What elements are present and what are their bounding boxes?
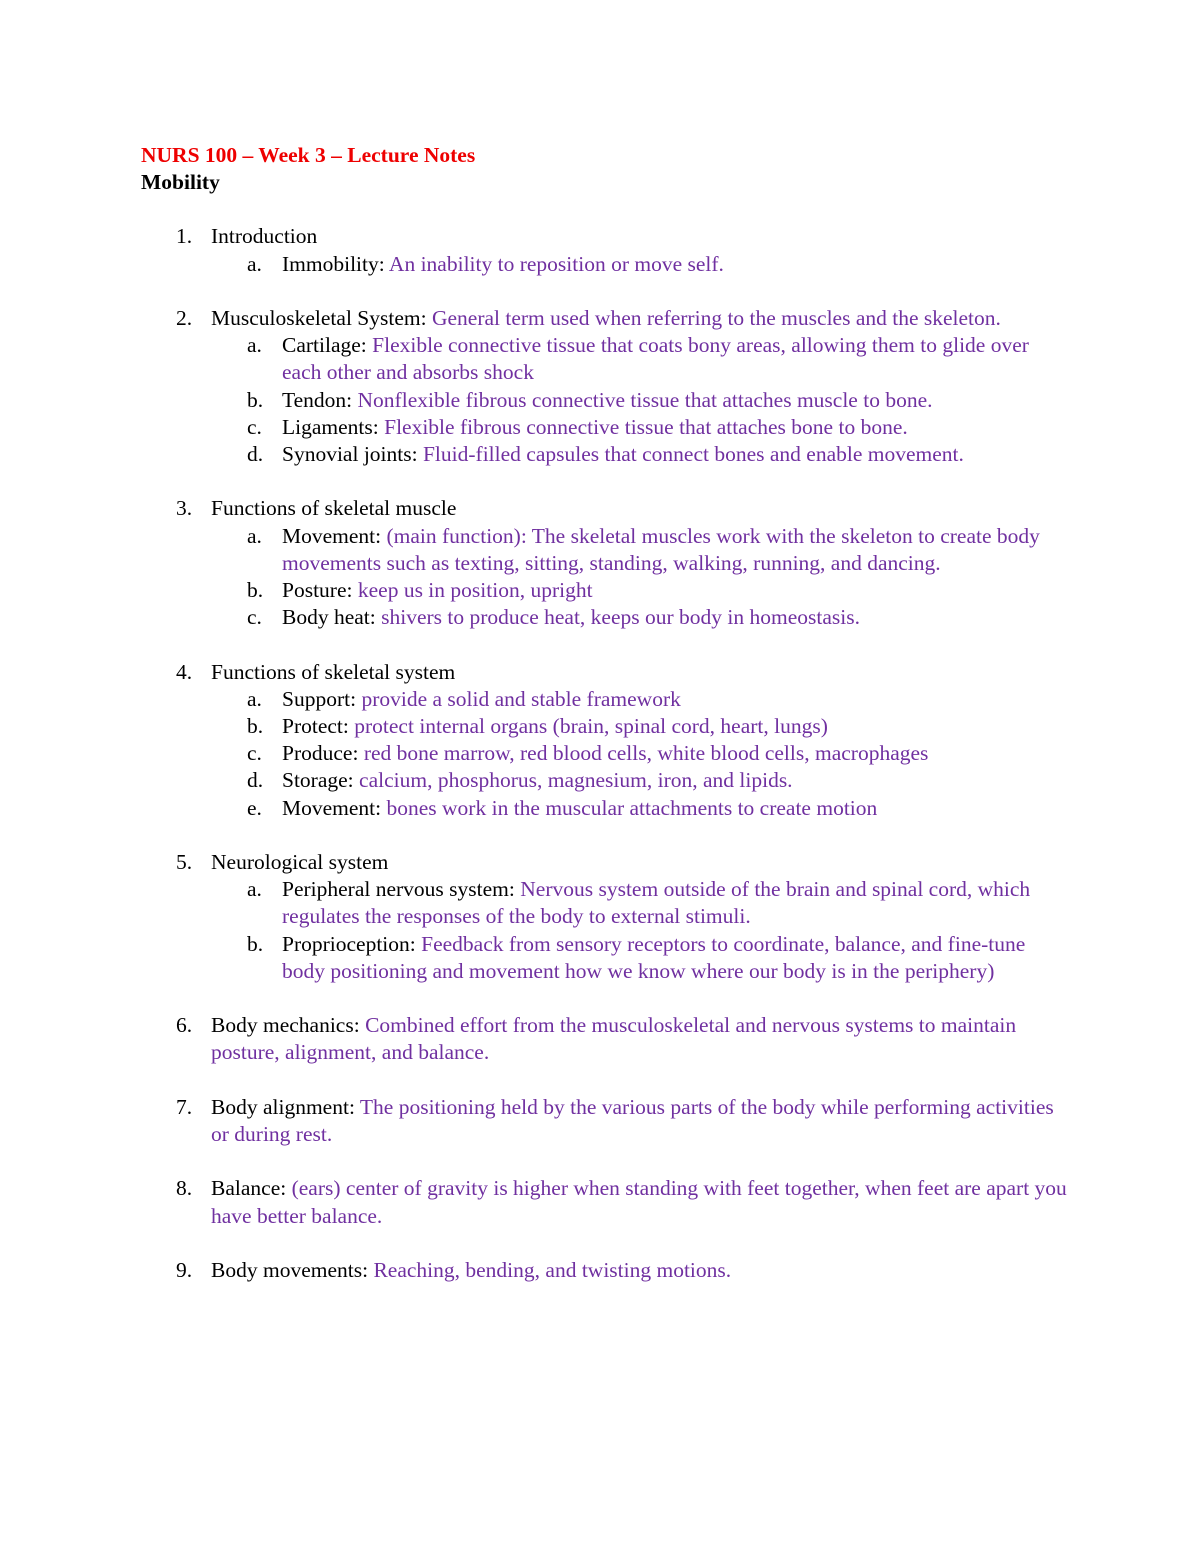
section-term: Functions of skeletal system bbox=[211, 659, 456, 684]
sub-item-definition: Flexible fibrous connective tissue that attaches bone to bone. bbox=[384, 414, 908, 439]
sub-item bbox=[211, 251, 1071, 278]
outline-section bbox=[141, 1257, 1071, 1284]
sub-item bbox=[211, 387, 1071, 414]
sub-item-definition: An inability to reposition or move self. bbox=[388, 251, 724, 276]
section-heading bbox=[211, 1012, 1071, 1066]
sub-item-term: Cartilage: bbox=[282, 333, 373, 358]
outline-section bbox=[141, 223, 1071, 277]
sub-item-letter: b. bbox=[247, 931, 264, 956]
section-term: Functions of skeletal muscle bbox=[211, 496, 457, 521]
sub-item bbox=[211, 740, 1071, 767]
sub-item-letter: d. bbox=[247, 768, 264, 793]
sub-item-letter: a. bbox=[247, 333, 262, 358]
sub-item-letter: e. bbox=[247, 795, 262, 820]
sub-item-list bbox=[211, 523, 1071, 632]
section-term: Body alignment: bbox=[211, 1094, 360, 1119]
section-heading bbox=[211, 305, 1071, 332]
section-number: 5. bbox=[176, 850, 193, 875]
sub-item-term: Immobility: bbox=[282, 251, 389, 276]
sub-item-term: Storage: bbox=[282, 768, 360, 793]
section-number: 7. bbox=[176, 1094, 193, 1119]
sub-item-definition: protect internal organs (brain, spinal cord, heart, lungs) bbox=[354, 714, 828, 739]
sub-item-term: Produce: bbox=[282, 741, 364, 766]
outline-section bbox=[141, 1012, 1071, 1066]
sub-item-letter: a. bbox=[247, 251, 262, 276]
sub-item-term: Protect: bbox=[282, 714, 355, 739]
section-term: Neurological system bbox=[211, 850, 389, 875]
sub-item-term: Support: bbox=[282, 686, 362, 711]
sub-item bbox=[211, 414, 1071, 441]
sub-item bbox=[211, 686, 1071, 713]
document-title: NURS 100 – Week 3 – Lecture Notes bbox=[141, 143, 476, 167]
notes-outline bbox=[141, 223, 1071, 1284]
section-number: 8. bbox=[176, 1176, 193, 1201]
sub-item-definition: provide a solid and stable framework bbox=[361, 686, 681, 711]
sub-item-term: Proprioception: bbox=[282, 931, 422, 956]
sub-item-list bbox=[211, 251, 1071, 278]
sub-item-letter: b. bbox=[247, 387, 264, 412]
outline-section bbox=[141, 1094, 1071, 1148]
sub-item-letter: c. bbox=[247, 605, 262, 630]
sub-item-definition: Nonflexible fibrous connective tissue that attaches muscle to bone. bbox=[357, 387, 933, 412]
sub-item-letter: c. bbox=[247, 414, 262, 439]
section-heading bbox=[211, 1257, 1071, 1284]
section-heading bbox=[211, 1175, 1071, 1229]
sub-item-letter: b. bbox=[247, 578, 264, 603]
section-heading bbox=[211, 849, 1071, 876]
sub-item bbox=[211, 767, 1071, 794]
outline-section bbox=[141, 305, 1071, 468]
section-term: Introduction bbox=[211, 224, 318, 249]
section-definition: Reaching, bending, and twisting motions. bbox=[373, 1258, 732, 1282]
sub-item-term: Movement: bbox=[282, 523, 387, 548]
sub-item-letter: a. bbox=[247, 877, 262, 902]
sub-item-letter: b. bbox=[247, 714, 264, 739]
section-heading bbox=[211, 1094, 1071, 1148]
sub-item bbox=[211, 332, 1071, 386]
section-heading bbox=[211, 223, 1071, 250]
sub-item-term: Synovial joints: bbox=[282, 442, 423, 467]
document-page bbox=[141, 142, 1071, 1311]
sub-item-definition: keep us in position, upright bbox=[357, 578, 593, 603]
sub-item-term: Body heat: bbox=[282, 605, 382, 630]
section-term: Body movements: bbox=[211, 1258, 374, 1282]
sub-item bbox=[211, 876, 1071, 930]
sub-item bbox=[211, 931, 1071, 985]
sub-item-term: Posture: bbox=[282, 578, 358, 603]
document-subtitle: Mobility bbox=[141, 170, 220, 195]
sub-item-term: Tendon: bbox=[282, 387, 358, 412]
sub-item bbox=[211, 577, 1071, 604]
outline-section bbox=[141, 849, 1071, 985]
sub-item-letter: a. bbox=[247, 523, 262, 548]
sub-item-letter: a. bbox=[247, 686, 262, 711]
section-number: 4. bbox=[176, 659, 193, 684]
sub-item-definition: bones work in the muscular attachments to create motion bbox=[386, 795, 878, 820]
section-definition: Combined effort from the musculoskeletal and nervous systems to maintain posture, alignment, and balance. bbox=[211, 1013, 1017, 1065]
sub-item-letter: d. bbox=[247, 442, 264, 467]
section-number: 3. bbox=[176, 496, 193, 521]
section-definition: The positioning held by the various parts of the body while performing activities or during rest. bbox=[211, 1094, 1054, 1147]
sub-item-definition: Flexible connective tissue that coats bony areas, allowing them to glide over each other and absorbs shock bbox=[282, 333, 1029, 385]
sub-item bbox=[211, 523, 1071, 577]
sub-item bbox=[211, 604, 1071, 631]
sub-item-definition: shivers to produce heat, keeps our body in homeostasis. bbox=[381, 605, 861, 630]
sub-item-list bbox=[211, 686, 1071, 822]
section-definition: General term used when referring to the muscles and the skeleton. bbox=[431, 306, 1001, 330]
sub-item bbox=[211, 441, 1071, 468]
sub-item-term: Ligaments: bbox=[282, 414, 385, 439]
section-term: Musculoskeletal System: bbox=[211, 306, 432, 330]
section-definition: (ears) center of gravity is higher when standing with feet together, when feet are apart you have better balance. bbox=[211, 1176, 1067, 1228]
sub-item-list bbox=[211, 876, 1071, 985]
outline-section bbox=[141, 495, 1071, 631]
section-number: 9. bbox=[176, 1258, 193, 1282]
section-number: 1. bbox=[176, 224, 193, 249]
sub-item-definition: red bone marrow, red blood cells, white blood cells, macrophages bbox=[363, 741, 929, 766]
section-term: Body mechanics: bbox=[211, 1013, 366, 1038]
sub-item-term: Movement: bbox=[282, 795, 387, 820]
sub-item bbox=[211, 795, 1071, 822]
sub-item-definition: calcium, phosphorus, magnesium, iron, and lipids. bbox=[359, 768, 793, 793]
section-heading bbox=[211, 659, 1071, 686]
outline-section bbox=[141, 659, 1071, 822]
sub-item-definition: Fluid-filled capsules that connect bones and enable movement. bbox=[422, 442, 964, 467]
sub-item-definition: (main function): The skeletal muscles work with the skeleton to create body movements such as texting, sitting, standing, walking, running, and dancing. bbox=[282, 523, 1040, 575]
sub-item-definition: Feedback from sensory receptors to coordinate, balance, and fine-tune body positioning and movement how we know where our body is in the periphery) bbox=[282, 931, 1026, 983]
outline-section bbox=[141, 1175, 1071, 1229]
section-heading bbox=[211, 495, 1071, 522]
section-number: 6. bbox=[176, 1013, 193, 1038]
sub-item bbox=[211, 713, 1071, 740]
sub-item-definition: Nervous system outside of the brain and spinal cord, which regulates the responses of the body to external stimuli. bbox=[282, 877, 1031, 929]
section-term: Balance: bbox=[211, 1176, 292, 1201]
section-number: 2. bbox=[176, 306, 193, 330]
sub-item-letter: c. bbox=[247, 741, 262, 766]
sub-item-term: Peripheral nervous system: bbox=[282, 877, 521, 902]
sub-item-list bbox=[211, 332, 1071, 468]
